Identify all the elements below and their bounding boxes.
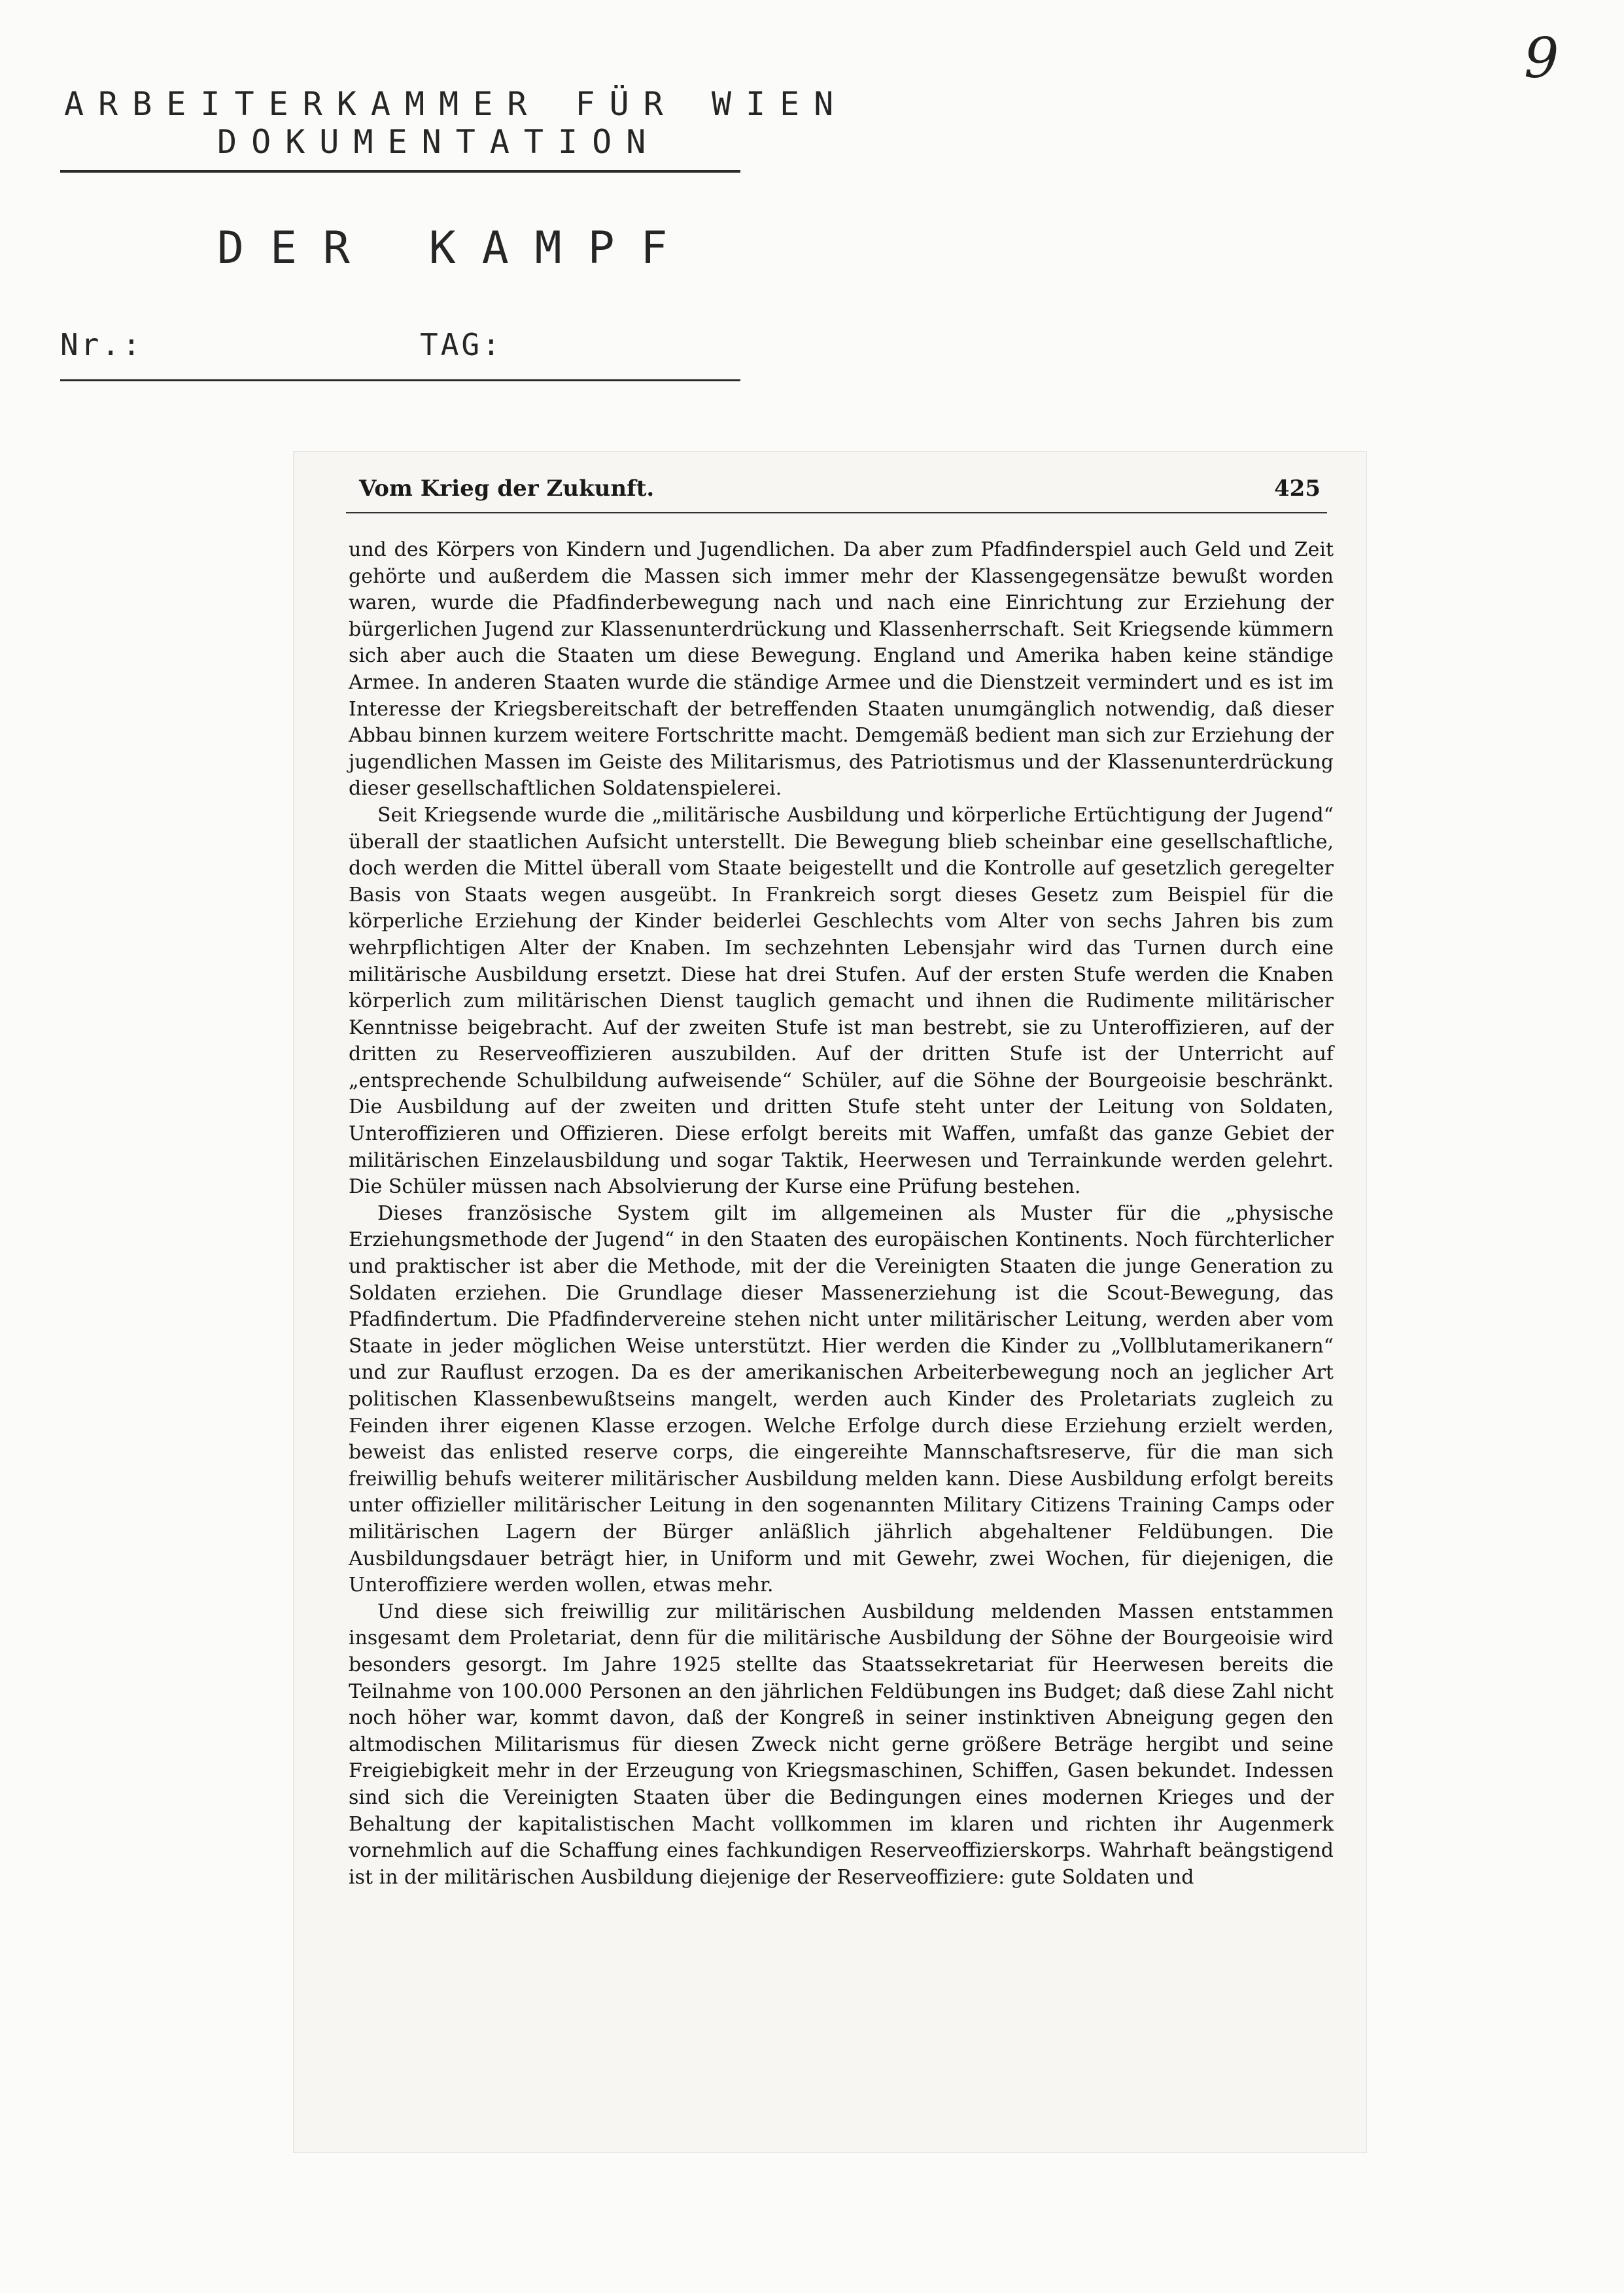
- header-divider-bottom: [60, 379, 740, 381]
- header-divider-top: [60, 170, 740, 173]
- clipping-header: [359, 475, 1321, 508]
- article-paragraph-3: Dieses französische System gilt im allgemeinen als Muster für die „physische Erziehungsmethode der Jugend“ in den Staaten des europäischen Kontinents. Noch fürchterlicher und praktischer ist aber die Methode, mit der die Vereinigten Staaten die junge Generation zu Soldaten erziehen. Die Grundlage dieser Massenerziehung ist die Scout-Bewegung, das Pfadfindertum. Die Pfadfindervereine stehen nicht unter militärischer Leitung, werden aber vom Staate in jeder möglichen Weise unterstützt. Hier werden die Kinder zu „Vollblutamerikanern“ und zur Rauflust erzogen. Da es der amerikanischen Arbeiterbewegung noch an jeglicher Art politischen Klassenbewußtseins mangelt, werden auch Kinder des Proletariats zugleich zu Feinden ihrer eigenen Klasse erzogen. Welche Erfolge durch diese Erziehung erzielt werden, beweist das enlisted reserve corps, die eingereihte Mannschaftsreserve, für die man sich freiwillig behufs weiterer militärischer Ausbildung melden kann. Diese Ausbildung erfolgt bereits unter offizieller militärischer Leitung in den sogenannten Military Citizens Training Camps oder militärischen Lagern der Bürger anläßlich jährlich abgehaltener Feldübungen. Die Ausbildungsdauer beträgt hier, in Uniform und mit Gewehr, zwei Wochen, für diejenigen, die Unteroffiziere werden wollen, etwas mehr.: [349, 1201, 1334, 1597]
- date-label: TAG:: [420, 327, 503, 362]
- article-paragraph-1: und des Körpers von Kindern und Jugendlichen. Da aber zum Pfadfinderspiel auch Geld und Zeit gehörte und außerdem die Massen sich immer mehr der Klassengegensätze bewußt worden waren, wurde die Pfadfinderbewegung nach und nach eine Einrichtung zur Erziehung der bürgerlichen Jugend zur Klassenunterdrückung und Klassenherrschaft. Seit Kriegsende kümmern sich aber auch die Staaten um diese Bewegung. England und Amerika haben keine ständige Armee. In anderen Staaten wurde die ständige Armee und die Dienstzeit vermindert und es ist im Interesse der Kriegsbereitschaft der betreffenden Staaten unumgänglich notwendig, daß dieser Abbau binnen kurzem weitere Fortschritte macht. Demgemäß bedient man sich zur Erziehung der jugendlichen Massen im Geiste des Militarismus, des Patriotismus und der Klassenunterdrückung dieser gesellschaftlichen Soldatenspielerei.: [349, 538, 1334, 801]
- archive-header: [60, 78, 848, 386]
- article-body: [349, 537, 1334, 1891]
- newspaper-clipping: [293, 451, 1367, 2153]
- handwritten-page-number: 9: [1524, 26, 1559, 90]
- issue-number-label: Nr.:: [60, 327, 143, 362]
- department-name: DOKUMENTATION: [217, 123, 661, 161]
- running-title: Vom Krieg der Zukunft.: [359, 475, 655, 502]
- publication-title: DER KAMPF: [217, 222, 694, 274]
- organization-name: ARBEITERKAMMER FÜR WIEN: [64, 85, 848, 123]
- article-paragraph-4: Und diese sich freiwillig zur militärischen Ausbildung meldenden Massen entstammen insgesamt dem Proletariat, denn für die militärische Ausbildung der Söhne der Bourgeoisie wird besonders gesorgt. Im Jahre 1925 stellte das Staatssekretariat für Heerwesen bereits die Teilnahme von 100.000 Personen an den jährlichen Feldübungen ins Budget; daß diese Zahl nicht noch höher war, kommt davon, daß der Kongreß in seiner instinktiven Abneigung gegen den altmodischen Militarismus für diesen Zweck nicht gerne größere Beträge hergibt und seine Freigiebigkeit mehr in der Erzeugung von Kriegsmaschinen, Schiffen, Gasen bekundet. Indessen sind sich die Vereinigten Staaten über die Bedingungen eines modernen Krieges und der Behaltung der kapitalistischen Macht vollkommen im klaren und richten ihr Augenmerk vornehmlich auf die Schaffung eines fachkundigen Reserveoffizierskorps. Wahrhaft beängstigend ist in der militärischen Ausbildung diejenige der Reserveoffiziere: gute Soldaten und: [349, 1600, 1334, 1889]
- clipping-header-rule: [346, 512, 1327, 513]
- clipping-page-number: 425: [1274, 475, 1321, 502]
- article-paragraph-2: Seit Kriegsende wurde die „militärische Ausbildung und körperliche Ertüchtigung der Jugend“ überall der staatlichen Aufsicht unterstellt. Die Bewegung blieb scheinbar eine gesellschaftliche, doch werden die Mittel überall vom Staate beigestellt und die Kontrolle auf gesetzlich geregelter Basis von Staats wegen ausgeübt. In Frankreich sorgt dieses Gesetz zum Beispiel für die körperliche Erziehung der Kinder beiderlei Geschlechts vom Alter von sechs Jahren bis zum wehrpflichtigen Alter der Knaben. Im sechzehnten Lebensjahr wird das Turnen durch eine militärische Ausbildung ersetzt. Diese hat drei Stufen. Auf der ersten Stufe werden die Knaben körperlich zum militärischen Dienst tauglich gemacht und ihnen die Rudimente militärischer Kenntnisse beigebracht. Auf der zweiten Stufe ist man bestrebt, sie zu Unteroffizieren, auf der dritten zu Reserveoffizieren auszubilden. Auf der dritten Stufe ist der Unterricht auf „entsprechende Schulbildung aufweisende“ Schüler, auf die Söhne der Bourgeoisie beschränkt. Die Ausbildung auf der zweiten und dritten Stufe steht unter der Leitung von Soldaten, Unteroffizieren und Offizieren. Diese erfolgt bereits mit Waffen, umfaßt das ganze Gebiet der militärischen Einzelausbildung und sogar Taktik, Heerwesen und Terrainkunde werden gelehrt. Die Schüler müssen nach Absolvierung der Kurse eine Prüfung bestehen.: [349, 803, 1334, 1199]
